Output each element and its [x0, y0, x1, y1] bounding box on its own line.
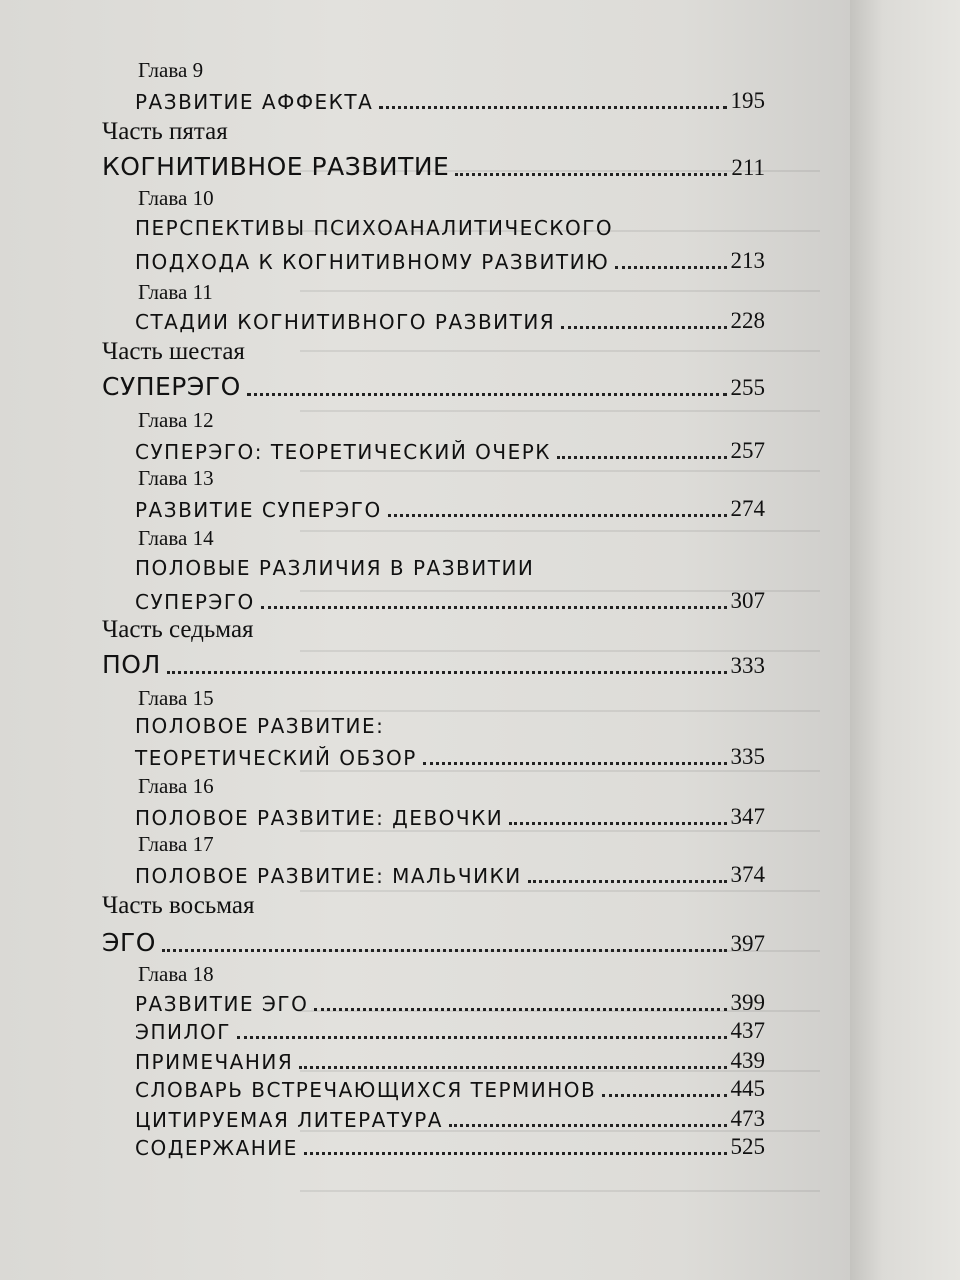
- entry-title: СУПЕРЭГО: ТЕОРЕТИЧЕСКИЙ ОЧЕРК: [135, 440, 551, 464]
- page-number: 445: [730, 1076, 765, 1101]
- entry-title: ЦИТИРУЕМАЯ ЛИТЕРАТУРА: [135, 1108, 443, 1132]
- toc-entry: [135, 1048, 765, 1074]
- entry-title: СУПЕРЭГО: [135, 590, 255, 614]
- entry-title: ЭПИЛОГ: [135, 1020, 231, 1044]
- chapter-label: Глава 11: [138, 280, 213, 304]
- toc-entry: [135, 1134, 765, 1160]
- part-label: Часть восьмая: [102, 892, 255, 919]
- dot-leader: [528, 880, 727, 883]
- dot-leader: [379, 106, 726, 109]
- dot-leader: [561, 326, 726, 329]
- toc-entry: [135, 744, 765, 770]
- entry-title-line1: ПЕРСПЕКТИВЫ ПСИХОАНАЛИТИЧЕСКОГО: [135, 216, 614, 240]
- page-number: 255: [730, 375, 765, 400]
- entry-title: ПОЛОВОЕ РАЗВИТИЕ: МАЛЬЧИКИ: [135, 864, 522, 888]
- page-number: 195: [730, 88, 765, 113]
- page-number: 374: [730, 862, 765, 887]
- entry-title: СТАДИИ КОГНИТИВНОГО РАЗВИТИЯ: [135, 310, 556, 334]
- chapter-label: Глава 16: [138, 774, 214, 798]
- entry-title: РАЗВИТИЕ СУПЕРЭГО: [135, 498, 382, 522]
- page-number: 213: [730, 248, 765, 273]
- toc-entry: [135, 588, 765, 614]
- part-title: СУПЕРЭГО: [102, 372, 241, 401]
- toc-entry: [135, 88, 765, 114]
- dot-leader: [615, 266, 726, 269]
- dot-leader: [237, 1036, 727, 1039]
- part-title: ПОЛ: [102, 650, 161, 679]
- part-title: ЭГО: [102, 928, 156, 957]
- page-number: 228: [730, 308, 765, 333]
- chapter-label: Глава 14: [138, 526, 214, 550]
- page-number: 307: [730, 588, 765, 613]
- toc-entry: [135, 862, 765, 888]
- dot-leader: [314, 1008, 726, 1011]
- dot-leader: [388, 514, 727, 517]
- page-edge: [850, 0, 960, 1280]
- page-number: 347: [730, 804, 765, 829]
- part-label: Часть пятая: [102, 118, 228, 145]
- chapter-label: Глава 10: [138, 186, 214, 210]
- entry-title: ПРИМЕЧАНИЯ: [135, 1050, 294, 1074]
- dot-leader: [162, 949, 727, 952]
- entry-title: РАЗВИТИЕ ЭГО: [135, 992, 309, 1016]
- entry-title: СЛОВАРЬ ВСТРЕЧАЮЩИХСЯ ТЕРМИНОВ: [135, 1078, 597, 1102]
- dot-leader: [455, 173, 727, 176]
- entry-title-line1: ПОЛОВОЕ РАЗВИТИЕ:: [135, 714, 385, 738]
- entry-title: ТЕОРЕТИЧЕСКИЙ ОБЗОР: [135, 746, 417, 770]
- dot-leader: [167, 671, 727, 674]
- entry-title-line1: ПОЛОВЫЕ РАЗЛИЧИЯ В РАЗВИТИИ: [135, 556, 535, 580]
- chapter-label: Глава 9: [138, 58, 204, 82]
- toc-entry: [135, 1076, 765, 1102]
- toc-entry: [135, 308, 765, 334]
- dot-leader: [602, 1094, 726, 1097]
- chapter-label: Глава 18: [138, 962, 214, 986]
- page-number: 335: [730, 744, 765, 769]
- entry-title: ПОДХОДА К КОГНИТИВНОМУ РАЗВИТИЮ: [135, 250, 610, 274]
- dot-leader: [423, 762, 727, 765]
- page-number: 473: [730, 1106, 765, 1131]
- chapter-label: Глава 13: [138, 466, 214, 490]
- page-number: 399: [730, 990, 765, 1015]
- dot-leader: [261, 606, 727, 609]
- entry-title: ПОЛОВОЕ РАЗВИТИЕ: ДЕВОЧКИ: [135, 806, 504, 830]
- dot-leader: [247, 393, 727, 396]
- chapter-label: Глава 15: [138, 686, 214, 710]
- page-number: 437: [730, 1018, 765, 1043]
- part-title-entry: [102, 928, 765, 957]
- part-label: Часть шестая: [102, 338, 245, 365]
- page-number: 274: [730, 496, 765, 521]
- part-title-entry: [102, 152, 765, 181]
- page-number: 333: [730, 653, 765, 678]
- dot-leader: [449, 1124, 727, 1127]
- entry-title: РАЗВИТИЕ АФФЕКТА: [135, 90, 374, 114]
- page-number: 257: [730, 438, 765, 463]
- dot-leader: [557, 456, 727, 459]
- part-title-entry: [102, 650, 765, 679]
- toc-entry: [135, 804, 765, 830]
- part-title: КОГНИТИВНОЕ РАЗВИТИЕ: [102, 152, 450, 181]
- chapter-label: Глава 12: [138, 408, 214, 432]
- page-number: 397: [730, 931, 765, 956]
- toc-entry: [135, 496, 765, 522]
- page-number: 525: [730, 1134, 765, 1159]
- toc-entry: [135, 248, 765, 274]
- toc-entry: [135, 1106, 765, 1132]
- part-label: Часть седьмая: [102, 616, 254, 643]
- dot-leader: [509, 822, 726, 825]
- page-number: 439: [730, 1048, 765, 1073]
- toc-entry: [135, 438, 765, 464]
- dot-leader: [304, 1152, 727, 1155]
- page-number: 211: [731, 155, 765, 180]
- toc-entry: [135, 1018, 765, 1044]
- entry-title: СОДЕРЖАНИЕ: [135, 1136, 298, 1160]
- dot-leader: [299, 1066, 726, 1069]
- part-title-entry: [102, 372, 765, 401]
- toc-entry: [135, 990, 765, 1016]
- chapter-label: Глава 17: [138, 832, 214, 856]
